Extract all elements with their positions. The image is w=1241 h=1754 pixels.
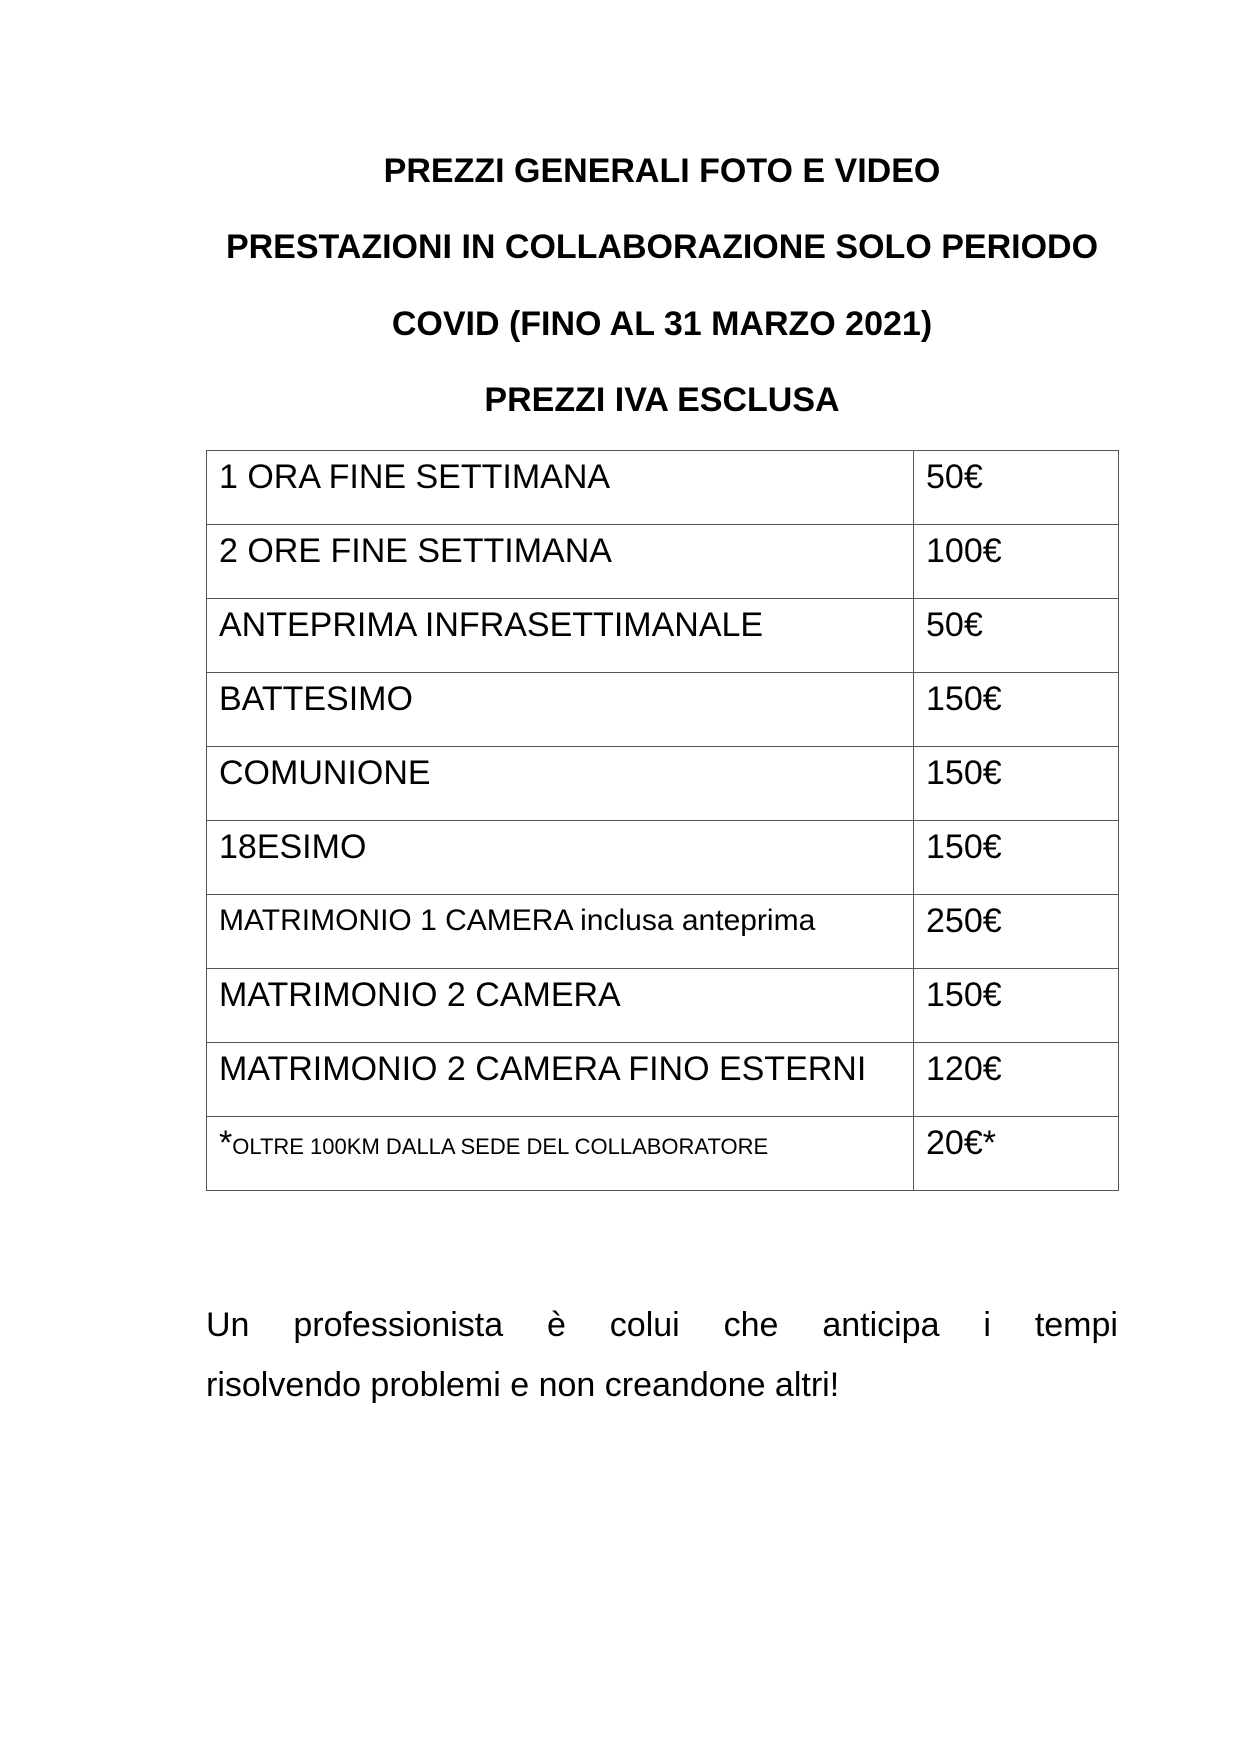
price-table	[206, 450, 1119, 1191]
table-row	[207, 895, 1119, 969]
quote-word: professionista	[293, 1306, 504, 1344]
service-price: 150€	[914, 747, 1119, 821]
service-price: 150€	[914, 969, 1119, 1043]
service-name: 2 ORE FINE SETTIMANA	[207, 525, 914, 599]
title-line-3: COVID (FINO AL 31 MARZO 2021)	[391, 305, 933, 343]
title-line-2: PRESTAZIONI IN COLLABORAZIONE SOLO PERIODO	[225, 228, 1099, 266]
service-name: BATTESIMO	[207, 673, 914, 747]
asterisk-mark: *	[219, 1124, 233, 1162]
quote-word: è	[547, 1306, 566, 1344]
table-row	[207, 821, 1119, 895]
service-name: MATRIMONIO 1 CAMERA inclusa anteprima	[207, 895, 914, 969]
service-price: 150€	[914, 673, 1119, 747]
title-line-4: PREZZI IVA ESCLUSA	[484, 381, 840, 419]
service-price: 150€	[914, 821, 1119, 895]
table-row	[207, 673, 1119, 747]
service-price: 50€	[914, 599, 1119, 673]
closing-quote	[206, 1295, 1118, 1415]
table-row	[207, 599, 1119, 673]
table-row	[207, 525, 1119, 599]
service-price: 250€	[914, 895, 1119, 969]
table-row	[207, 451, 1119, 525]
service-name: COMUNIONE	[207, 747, 914, 821]
quote-word: anticipa	[822, 1306, 940, 1344]
quote-line-1	[206, 1295, 1118, 1355]
table-row	[207, 1043, 1119, 1117]
quote-word: i	[983, 1306, 991, 1344]
service-name: MATRIMONIO 2 CAMERA FINO ESTERNI	[207, 1043, 914, 1117]
quote-word: Un	[206, 1306, 250, 1344]
quote-line-2: risolvendo problemi e non creandone altri!	[206, 1366, 840, 1404]
quote-word: colui	[609, 1306, 680, 1344]
quote-word: che	[723, 1306, 779, 1344]
surcharge-price: 20€*	[914, 1117, 1119, 1191]
service-name: MATRIMONIO 2 CAMERA	[207, 969, 914, 1043]
table-row	[207, 747, 1119, 821]
surcharge-note	[207, 1117, 914, 1191]
table-row	[207, 969, 1119, 1043]
quote-word: tempi	[1034, 1306, 1118, 1344]
service-name: ANTEPRIMA INFRASETTIMANALE	[207, 599, 914, 673]
title-line-1: PREZZI GENERALI FOTO E VIDEO	[383, 152, 941, 190]
service-price: 120€	[914, 1043, 1119, 1117]
service-price: 50€	[914, 451, 1119, 525]
surcharge-note-text: OLTRE 100KM DALLA SEDE DEL COLLABORATORE	[232, 1134, 769, 1159]
service-name: 18ESIMO	[207, 821, 914, 895]
service-name: 1 ORA FINE SETTIMANA	[207, 451, 914, 525]
table-row-note	[207, 1117, 1119, 1191]
service-price: 100€	[914, 525, 1119, 599]
